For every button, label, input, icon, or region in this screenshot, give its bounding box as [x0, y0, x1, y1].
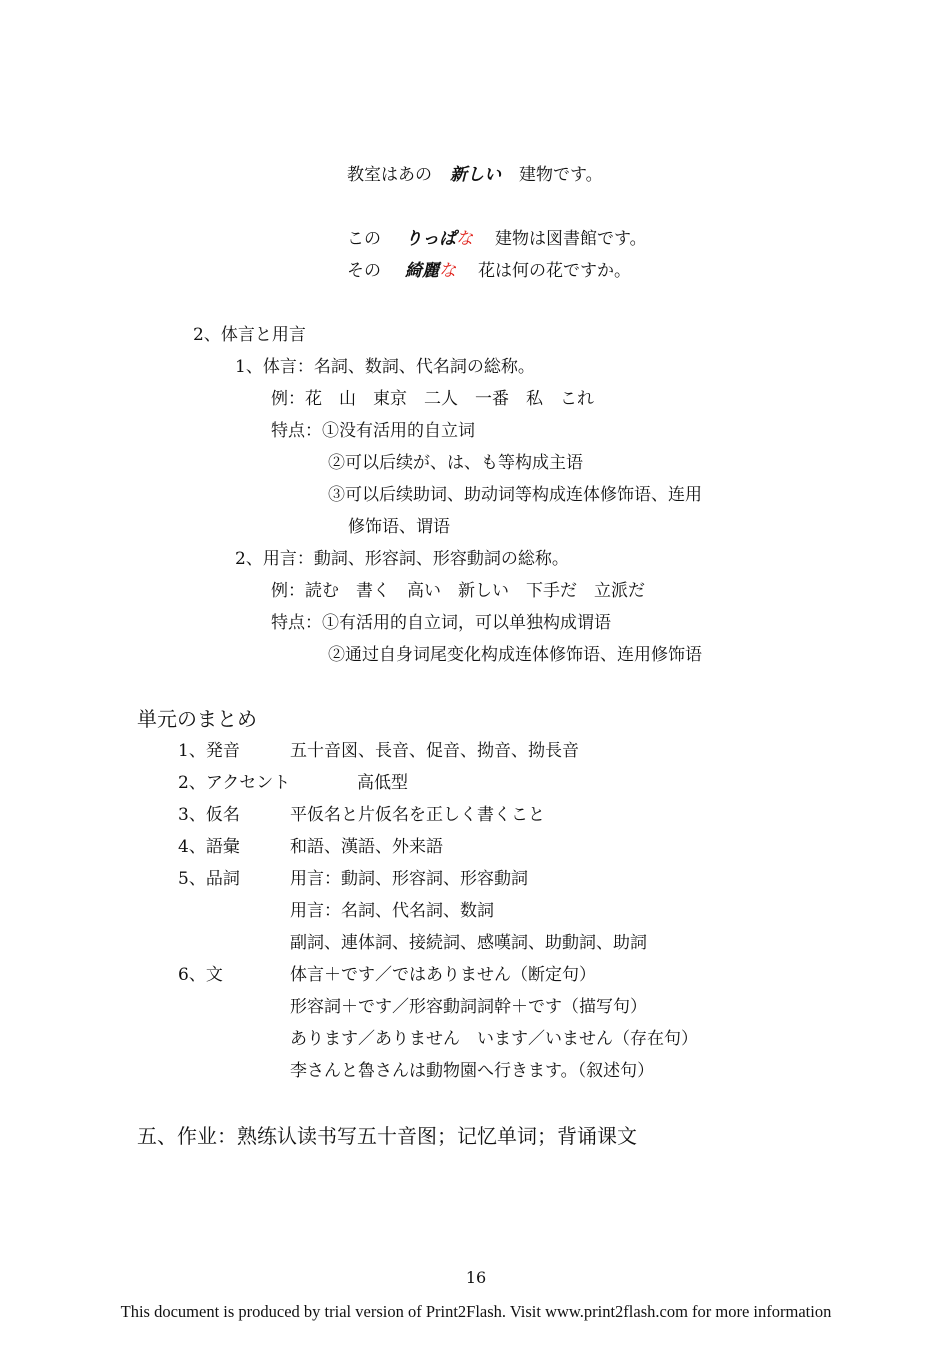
summary-label-8: 6、文: [178, 965, 223, 985]
taigen-feature-3: ③可以后续助词、助动词等构成连体修饰语、连用: [328, 485, 702, 505]
taigen-head: 1、体言：名詞、数詞、代名詞の総称。: [235, 357, 535, 377]
example-1-post: 建物です。: [519, 165, 603, 185]
summary-content-2: 高低型: [357, 773, 408, 793]
example-3-emph: 綺麗: [405, 261, 439, 281]
taigen-feature-3-cont: 修饰语、谓语: [348, 517, 450, 537]
summary-content-8: 体言＋です／ではありません（断定句）: [290, 965, 596, 985]
example-1-pre: 教室はあの: [347, 165, 432, 185]
example-1-emph: 新しい: [450, 165, 501, 185]
summary-title: 単元のまとめ: [137, 707, 257, 731]
summary-content-6: 用言：名詞、代名詞、数詞: [290, 901, 494, 921]
summary-label-5: 5、品詞: [178, 869, 240, 889]
example-3-pre: その: [347, 261, 381, 281]
example-2-emph-suffix: な: [456, 229, 473, 249]
summary-content-7: 副詞、連体詞、接続詞、感嘆詞、助動詞、助詞: [290, 933, 647, 953]
summary-content-4: 和語、漢語、外来語: [290, 837, 443, 857]
yougen-feature-2: ②通过自身词尾变化构成连体修饰语、连用修饰语: [328, 645, 702, 665]
example-sentence-1: [347, 164, 603, 186]
example-sentence-2: [347, 228, 647, 250]
section2-title: 2、体言と用言: [193, 325, 306, 345]
summary-content-1: 五十音図、長音、促音、拗音、拗長音: [290, 741, 579, 761]
example-2-pre: この: [347, 229, 381, 249]
yougen-head: 2、用言：動詞、形容詞、形容動詞の総称。: [235, 549, 569, 569]
summary-label-2: 2、アクセント: [178, 773, 291, 793]
yougen-feature-1: 特点：①有活用的自立词，可以单独构成谓语: [271, 613, 611, 633]
summary-label-3: 3、仮名: [178, 805, 240, 825]
page-number: 16: [465, 1268, 487, 1287]
example-3-post: 花は何の花ですか。: [478, 261, 631, 281]
yougen-example: 例：読む 書く 高い 新しい 下手だ 立派だ: [271, 581, 645, 601]
summary-content-3: 平仮名と片仮名を正しく書くこと: [290, 805, 545, 825]
taigen-feature-1: 特点：①没有活用的自立词: [271, 421, 475, 441]
summary-content-9: 形容詞＋です／形容動詞詞幹＋です（描写句）: [290, 997, 647, 1017]
trial-footer: This document is produced by trial version of Print2Flash. Visit www.print2flash.com for more information: [120, 1302, 832, 1321]
summary-content-10: あります／ありません います／いません（存在句）: [290, 1029, 698, 1049]
taigen-example: 例：花 山 東京 二人 一番 私 これ: [271, 389, 594, 409]
taigen-feature-2: ②可以后续が、は、も等构成主语: [328, 453, 583, 473]
example-sentence-3: [347, 260, 631, 282]
summary-label-4: 4、語彙: [178, 837, 240, 857]
example-2-post: 建物は図書館です。: [495, 229, 647, 249]
summary-content-5: 用言：動詞、形容詞、形容動詞: [290, 869, 528, 889]
example-3-emph-suffix: な: [439, 261, 456, 281]
summary-label-1: 1、発音: [178, 741, 240, 761]
example-2-emph: りっぱ: [405, 229, 456, 249]
summary-content-11: 李さんと魯さんは動物園へ行きます。（叙述句）: [290, 1061, 655, 1081]
homework-line: 五、作业：熟练认读书写五十音图；记忆单词；背诵课文: [137, 1124, 637, 1148]
